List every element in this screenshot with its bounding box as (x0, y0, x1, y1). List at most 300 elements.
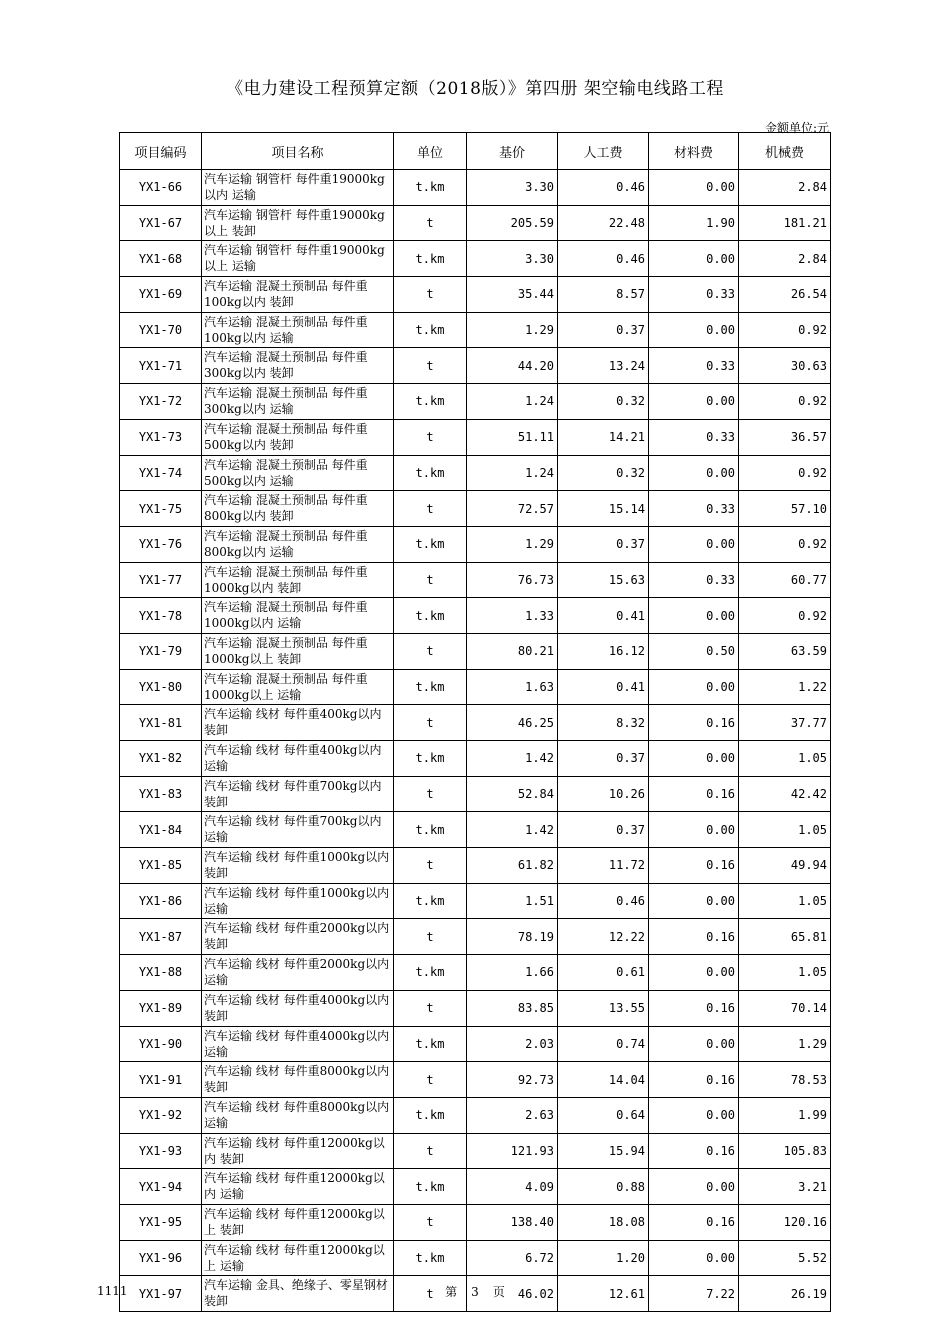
cell-unit: t.km (394, 384, 467, 420)
cell-machine-cost: 2.84 (739, 241, 831, 277)
cell-code: YX1-89 (120, 990, 202, 1026)
table-row (120, 1169, 831, 1205)
cell-base-price: 2.63 (467, 1097, 558, 1133)
cell-labor-cost: 11.72 (558, 848, 649, 884)
table-row (120, 312, 831, 348)
cell-material-cost: 0.16 (649, 1204, 739, 1240)
header-code: 项目编码 (120, 133, 202, 170)
cell-labor-cost: 0.46 (558, 883, 649, 919)
cell-name (202, 1062, 394, 1098)
cell-code: YX1-91 (120, 1062, 202, 1098)
header-name: 项目名称 (202, 133, 394, 170)
cell-machine-cost: 105.83 (739, 1133, 831, 1169)
item-name-text: 汽车运输 钢管杆 每件重19000kg以上 运输 (204, 243, 385, 274)
cell-base-price: 72.57 (467, 491, 558, 527)
table-row (120, 526, 831, 562)
table-row (120, 598, 831, 634)
cell-labor-cost: 0.64 (558, 1097, 649, 1133)
cell-material-cost: 0.00 (649, 1026, 739, 1062)
cell-labor-cost: 22.48 (558, 205, 649, 241)
cell-labor-cost: 0.41 (558, 598, 649, 634)
cell-machine-cost: 26.54 (739, 277, 831, 313)
cell-base-price: 35.44 (467, 277, 558, 313)
cell-unit: t.km (394, 883, 467, 919)
cell-machine-cost: 60.77 (739, 562, 831, 598)
cell-base-price: 52.84 (467, 776, 558, 812)
cell-base-price: 3.30 (467, 170, 558, 206)
cell-material-cost: 0.33 (649, 562, 739, 598)
cell-code: YX1-84 (120, 812, 202, 848)
cell-material-cost: 0.16 (649, 848, 739, 884)
cell-code: YX1-69 (120, 277, 202, 313)
table-row (120, 741, 831, 777)
cell-code: YX1-79 (120, 633, 202, 669)
cell-unit: t (394, 419, 467, 455)
cell-machine-cost: 70.14 (739, 990, 831, 1026)
table-row (120, 883, 831, 919)
cell-name (202, 705, 394, 741)
cell-machine-cost: 1.22 (739, 669, 831, 705)
cell-code: YX1-73 (120, 419, 202, 455)
cell-material-cost: 0.33 (649, 491, 739, 527)
cell-name (202, 1097, 394, 1133)
cell-name (202, 812, 394, 848)
page-prefix: 第 (445, 1285, 458, 1299)
cell-machine-cost: 0.92 (739, 384, 831, 420)
item-name-text: 汽车运输 线材 每件重2000kg以内 运输 (204, 957, 390, 988)
cell-base-price: 83.85 (467, 990, 558, 1026)
table-row (120, 384, 831, 420)
cell-base-price: 1.63 (467, 669, 558, 705)
cell-base-price: 1.24 (467, 455, 558, 491)
cell-labor-cost: 13.55 (558, 990, 649, 1026)
page-number-value: 3 (471, 1285, 479, 1299)
cell-unit: t (394, 1062, 467, 1098)
cell-unit: t.km (394, 170, 467, 206)
cell-name (202, 348, 394, 384)
cell-labor-cost: 0.32 (558, 384, 649, 420)
cell-unit: t (394, 205, 467, 241)
cell-code: YX1-85 (120, 848, 202, 884)
cell-material-cost: 0.33 (649, 348, 739, 384)
cell-unit: t.km (394, 455, 467, 491)
item-name-text: 汽车运输 混凝土预制品 每件重800kg以内 装卸 (204, 493, 368, 524)
cell-code: YX1-67 (120, 205, 202, 241)
cell-labor-cost: 0.32 (558, 455, 649, 491)
cell-labor-cost: 15.63 (558, 562, 649, 598)
item-name-text: 汽车运输 线材 每件重700kg以内 装卸 (204, 778, 382, 809)
table-row (120, 455, 831, 491)
cell-labor-cost: 12.22 (558, 919, 649, 955)
cell-machine-cost: 2.84 (739, 170, 831, 206)
cell-code: YX1-80 (120, 669, 202, 705)
cell-material-cost: 0.00 (649, 883, 739, 919)
table-row (120, 919, 831, 955)
cell-base-price: 44.20 (467, 348, 558, 384)
cell-machine-cost: 57.10 (739, 491, 831, 527)
header-unit: 单位 (394, 133, 467, 170)
item-name-text: 汽车运输 混凝土预制品 每件重500kg以内 装卸 (204, 421, 368, 452)
cell-code: YX1-72 (120, 384, 202, 420)
table-row (120, 491, 831, 527)
cell-code: YX1-75 (120, 491, 202, 527)
cell-machine-cost: 1.05 (739, 812, 831, 848)
cell-name (202, 919, 394, 955)
table-row (120, 348, 831, 384)
cell-name (202, 277, 394, 313)
item-name-text: 汽车运输 混凝土预制品 每件重300kg以内 运输 (204, 386, 368, 417)
cell-unit: t.km (394, 598, 467, 634)
cell-machine-cost: 3.21 (739, 1169, 831, 1205)
cell-code: YX1-83 (120, 776, 202, 812)
cell-base-price: 1.66 (467, 955, 558, 991)
cell-name (202, 1133, 394, 1169)
cell-material-cost: 0.16 (649, 919, 739, 955)
cell-machine-cost: 49.94 (739, 848, 831, 884)
cell-code: YX1-70 (120, 312, 202, 348)
table-row (120, 1133, 831, 1169)
cell-unit: t.km (394, 669, 467, 705)
cell-code: YX1-90 (120, 1026, 202, 1062)
cell-labor-cost: 0.74 (558, 1026, 649, 1062)
cell-unit: t (394, 277, 467, 313)
cell-name (202, 241, 394, 277)
item-name-text: 汽车运输 线材 每件重4000kg以内 装卸 (204, 992, 390, 1023)
cell-machine-cost: 0.92 (739, 526, 831, 562)
cell-machine-cost: 37.77 (739, 705, 831, 741)
cell-code: YX1-92 (120, 1097, 202, 1133)
header-labor-cost: 人工费 (558, 133, 649, 170)
cell-base-price: 46.02 (467, 1276, 558, 1312)
cell-machine-cost: 1.05 (739, 883, 831, 919)
cell-name (202, 1026, 394, 1062)
item-name-text: 汽车运输 混凝土预制品 每件重1000kg以上 运输 (204, 671, 368, 702)
header-base-price: 基价 (467, 133, 558, 170)
cell-unit: t (394, 491, 467, 527)
cell-labor-cost: 15.94 (558, 1133, 649, 1169)
cell-unit: t.km (394, 812, 467, 848)
cell-machine-cost: 63.59 (739, 633, 831, 669)
cell-labor-cost: 1.20 (558, 1240, 649, 1276)
item-name-text: 汽车运输 线材 每件重12000kg以上 运输 (204, 1242, 385, 1273)
cell-base-price: 61.82 (467, 848, 558, 884)
item-name-text: 汽车运输 钢管杆 每件重19000kg以上 装卸 (204, 207, 385, 238)
cell-material-cost: 1.90 (649, 205, 739, 241)
cell-base-price: 92.73 (467, 1062, 558, 1098)
cell-unit: t.km (394, 241, 467, 277)
item-name-text: 汽车运输 线材 每件重12000kg以上 装卸 (204, 1206, 385, 1237)
cell-name (202, 848, 394, 884)
cell-name (202, 669, 394, 705)
cell-base-price: 1.24 (467, 384, 558, 420)
cell-base-price: 1.51 (467, 883, 558, 919)
cell-code: YX1-78 (120, 598, 202, 634)
cell-machine-cost: 1.29 (739, 1026, 831, 1062)
cell-name (202, 741, 394, 777)
item-name-text: 汽车运输 线材 每件重8000kg以内 运输 (204, 1099, 390, 1130)
table-header-row (120, 133, 831, 170)
cell-unit: t (394, 705, 467, 741)
cell-machine-cost: 26.19 (739, 1276, 831, 1312)
cell-name (202, 170, 394, 206)
cell-machine-cost: 1.05 (739, 741, 831, 777)
cell-material-cost: 0.00 (649, 241, 739, 277)
cell-base-price: 1.42 (467, 812, 558, 848)
cell-labor-cost: 0.37 (558, 312, 649, 348)
cell-machine-cost: 5.52 (739, 1240, 831, 1276)
cell-name (202, 205, 394, 241)
item-name-text: 汽车运输 线材 每件重400kg以内 运输 (204, 743, 382, 773)
page-suffix: 页 (492, 1285, 505, 1299)
quota-table (119, 132, 831, 1312)
cell-unit: t.km (394, 1097, 467, 1133)
table-row (120, 848, 831, 884)
cell-labor-cost: 16.12 (558, 633, 649, 669)
cell-machine-cost: 65.81 (739, 919, 831, 955)
cell-name (202, 598, 394, 634)
cell-code: YX1-95 (120, 1204, 202, 1240)
item-name-text: 汽车运输 混凝土预制品 每件重300kg以内 装卸 (204, 350, 368, 381)
cell-material-cost: 7.22 (649, 1276, 739, 1312)
item-name-text: 汽车运输 线材 每件重1000kg以内 运输 (204, 885, 390, 916)
cell-name (202, 419, 394, 455)
cell-unit: t.km (394, 1240, 467, 1276)
cell-labor-cost: 0.37 (558, 526, 649, 562)
cell-labor-cost: 0.88 (558, 1169, 649, 1205)
cell-unit: t.km (394, 312, 467, 348)
cell-machine-cost: 181.21 (739, 205, 831, 241)
page-number (0, 1283, 950, 1300)
cell-material-cost: 0.16 (649, 705, 739, 741)
table-row (120, 277, 831, 313)
item-name-text: 汽车运输 混凝土预制品 每件重800kg以内 运输 (204, 528, 368, 559)
table-row (120, 1026, 831, 1062)
cell-name (202, 384, 394, 420)
table-row (120, 1062, 831, 1098)
table-row (120, 669, 831, 705)
cell-material-cost: 0.00 (649, 1097, 739, 1133)
cell-material-cost: 0.16 (649, 1133, 739, 1169)
cell-name (202, 776, 394, 812)
cell-material-cost: 0.00 (649, 312, 739, 348)
amount-unit-note: 金额单位:元 (764, 121, 829, 135)
cell-material-cost: 0.00 (649, 455, 739, 491)
cell-machine-cost: 1.99 (739, 1097, 831, 1133)
cell-base-price: 4.09 (467, 1169, 558, 1205)
item-name-text: 汽车运输 线材 每件重8000kg以内 装卸 (204, 1064, 390, 1095)
item-name-text: 汽车运输 线材 每件重400kg以内 装卸 (204, 707, 382, 738)
cell-base-price: 3.30 (467, 241, 558, 277)
table-row (120, 705, 831, 741)
cell-code: YX1-93 (120, 1133, 202, 1169)
page-title: 《电力建设工程预算定额（2018版）》第四册 架空输电线路工程 (226, 79, 724, 99)
cell-name (202, 883, 394, 919)
cell-code: YX1-66 (120, 170, 202, 206)
cell-unit: t (394, 1276, 467, 1312)
cell-machine-cost: 120.16 (739, 1204, 831, 1240)
item-name-text: 汽车运输 混凝土预制品 每件重1000kg以内 运输 (204, 600, 368, 631)
cell-material-cost: 0.16 (649, 776, 739, 812)
cell-name (202, 312, 394, 348)
item-name-text: 汽车运输 混凝土预制品 每件重100kg以内 运输 (204, 314, 368, 345)
item-name-text: 汽车运输 线材 每件重2000kg以内 装卸 (204, 921, 390, 952)
cell-machine-cost: 42.42 (739, 776, 831, 812)
cell-unit: t.km (394, 955, 467, 991)
cell-material-cost: 0.00 (649, 384, 739, 420)
cell-labor-cost: 8.32 (558, 705, 649, 741)
cell-name (202, 955, 394, 991)
table-row (120, 955, 831, 991)
cell-unit: t (394, 562, 467, 598)
cell-labor-cost: 0.41 (558, 669, 649, 705)
cell-code: YX1-76 (120, 526, 202, 562)
table-row (120, 170, 831, 206)
cell-labor-cost: 13.24 (558, 348, 649, 384)
cell-machine-cost: 0.92 (739, 455, 831, 491)
cell-labor-cost: 14.04 (558, 1062, 649, 1098)
table-row (120, 205, 831, 241)
table-row (120, 1204, 831, 1240)
cell-material-cost: 0.00 (649, 812, 739, 848)
table-row (120, 1097, 831, 1133)
cell-name (202, 491, 394, 527)
cell-name (202, 1169, 394, 1205)
cell-labor-cost: 15.14 (558, 491, 649, 527)
item-name-text: 汽车运输 混凝土预制品 每件重500kg以内 运输 (204, 457, 368, 488)
table-row (120, 812, 831, 848)
cell-base-price: 80.21 (467, 633, 558, 669)
table-row (120, 990, 831, 1026)
item-name-text: 汽车运输 钢管杆 每件重19000kg以内 运输 (204, 172, 385, 202)
cell-name (202, 633, 394, 669)
cell-machine-cost: 78.53 (739, 1062, 831, 1098)
cell-base-price: 205.59 (467, 205, 558, 241)
cell-name (202, 455, 394, 491)
cell-material-cost: 0.16 (649, 1062, 739, 1098)
cell-unit: t.km (394, 1169, 467, 1205)
cell-base-price: 121.93 (467, 1133, 558, 1169)
cell-material-cost: 0.00 (649, 170, 739, 206)
cell-code: YX1-71 (120, 348, 202, 384)
cell-code: YX1-68 (120, 241, 202, 277)
cell-labor-cost: 0.37 (558, 741, 649, 777)
cell-unit: t (394, 776, 467, 812)
cell-code: YX1-87 (120, 919, 202, 955)
item-name-text: 汽车运输 线材 每件重12000kg以内 运输 (204, 1171, 385, 1202)
header-machine-cost: 机械费 (739, 133, 831, 170)
cell-code: YX1-96 (120, 1240, 202, 1276)
header-material-cost: 材料费 (649, 133, 739, 170)
cell-unit: t (394, 990, 467, 1026)
cell-material-cost: 0.00 (649, 1169, 739, 1205)
item-name-text: 汽车运输 线材 每件重700kg以内 运输 (204, 814, 382, 845)
cell-labor-cost: 18.08 (558, 1204, 649, 1240)
cell-material-cost: 0.00 (649, 955, 739, 991)
cell-base-price: 78.19 (467, 919, 558, 955)
cell-machine-cost: 1.05 (739, 955, 831, 991)
cell-unit: t (394, 348, 467, 384)
table-row (120, 776, 831, 812)
table-row (120, 562, 831, 598)
cell-labor-cost: 14.21 (558, 419, 649, 455)
cell-unit: t.km (394, 526, 467, 562)
cell-name (202, 1204, 394, 1240)
cell-base-price: 1.29 (467, 312, 558, 348)
cell-name (202, 526, 394, 562)
cell-unit: t (394, 1133, 467, 1169)
cell-code: YX1-94 (120, 1169, 202, 1205)
cell-unit: t.km (394, 741, 467, 777)
cell-material-cost: 0.33 (649, 419, 739, 455)
cell-code: YX1-74 (120, 455, 202, 491)
cell-unit: t.km (394, 1026, 467, 1062)
cell-name (202, 1240, 394, 1276)
cell-base-price: 6.72 (467, 1240, 558, 1276)
cell-machine-cost: 0.92 (739, 312, 831, 348)
cell-material-cost: 0.00 (649, 598, 739, 634)
cell-base-price: 2.03 (467, 1026, 558, 1062)
cell-code: YX1-86 (120, 883, 202, 919)
cell-code: YX1-88 (120, 955, 202, 991)
cell-material-cost: 0.16 (649, 990, 739, 1026)
cell-machine-cost: 30.63 (739, 348, 831, 384)
cell-unit: t (394, 633, 467, 669)
cell-unit: t (394, 848, 467, 884)
item-name-text: 汽车运输 线材 每件重4000kg以内 运输 (204, 1028, 390, 1059)
cell-machine-cost: 0.92 (739, 598, 831, 634)
cell-machine-cost: 36.57 (739, 419, 831, 455)
cell-material-cost: 0.00 (649, 526, 739, 562)
cell-material-cost: 0.00 (649, 669, 739, 705)
cell-material-cost: 0.50 (649, 633, 739, 669)
cell-labor-cost: 10.26 (558, 776, 649, 812)
cell-code: YX1-97 (120, 1276, 202, 1312)
footer-code: 1111 (97, 1284, 128, 1298)
cell-labor-cost: 12.61 (558, 1276, 649, 1312)
cell-code: YX1-82 (120, 741, 202, 777)
cell-base-price: 1.42 (467, 741, 558, 777)
cell-name (202, 562, 394, 598)
cell-labor-cost: 0.46 (558, 241, 649, 277)
cell-base-price: 138.40 (467, 1204, 558, 1240)
cell-unit: t (394, 1204, 467, 1240)
cell-name (202, 990, 394, 1026)
cell-base-price: 51.11 (467, 419, 558, 455)
cell-unit: t (394, 919, 467, 955)
table-row (120, 1240, 831, 1276)
cell-labor-cost: 0.61 (558, 955, 649, 991)
cell-material-cost: 0.00 (649, 1240, 739, 1276)
item-name-text: 汽车运输 混凝土预制品 每件重1000kg以上 装卸 (204, 635, 368, 666)
item-name-text: 汽车运输 混凝土预制品 每件重1000kg以内 装卸 (204, 564, 368, 595)
item-name-text: 汽车运输 混凝土预制品 每件重100kg以内 装卸 (204, 279, 368, 310)
item-name-text: 汽车运输 金具、绝缘子、零星钢材 装卸 (204, 1278, 388, 1309)
cell-base-price: 1.29 (467, 526, 558, 562)
item-name-text: 汽车运输 线材 每件重12000kg以内 装卸 (204, 1135, 385, 1166)
cell-labor-cost: 0.37 (558, 812, 649, 848)
cell-labor-cost: 0.46 (558, 170, 649, 206)
cell-base-price: 1.33 (467, 598, 558, 634)
cell-code: YX1-81 (120, 705, 202, 741)
cell-material-cost: 0.00 (649, 741, 739, 777)
table-row (120, 241, 831, 277)
cell-base-price: 76.73 (467, 562, 558, 598)
cell-base-price: 46.25 (467, 705, 558, 741)
cell-labor-cost: 8.57 (558, 277, 649, 313)
table-row (120, 633, 831, 669)
table-row (120, 419, 831, 455)
cell-material-cost: 0.33 (649, 277, 739, 313)
